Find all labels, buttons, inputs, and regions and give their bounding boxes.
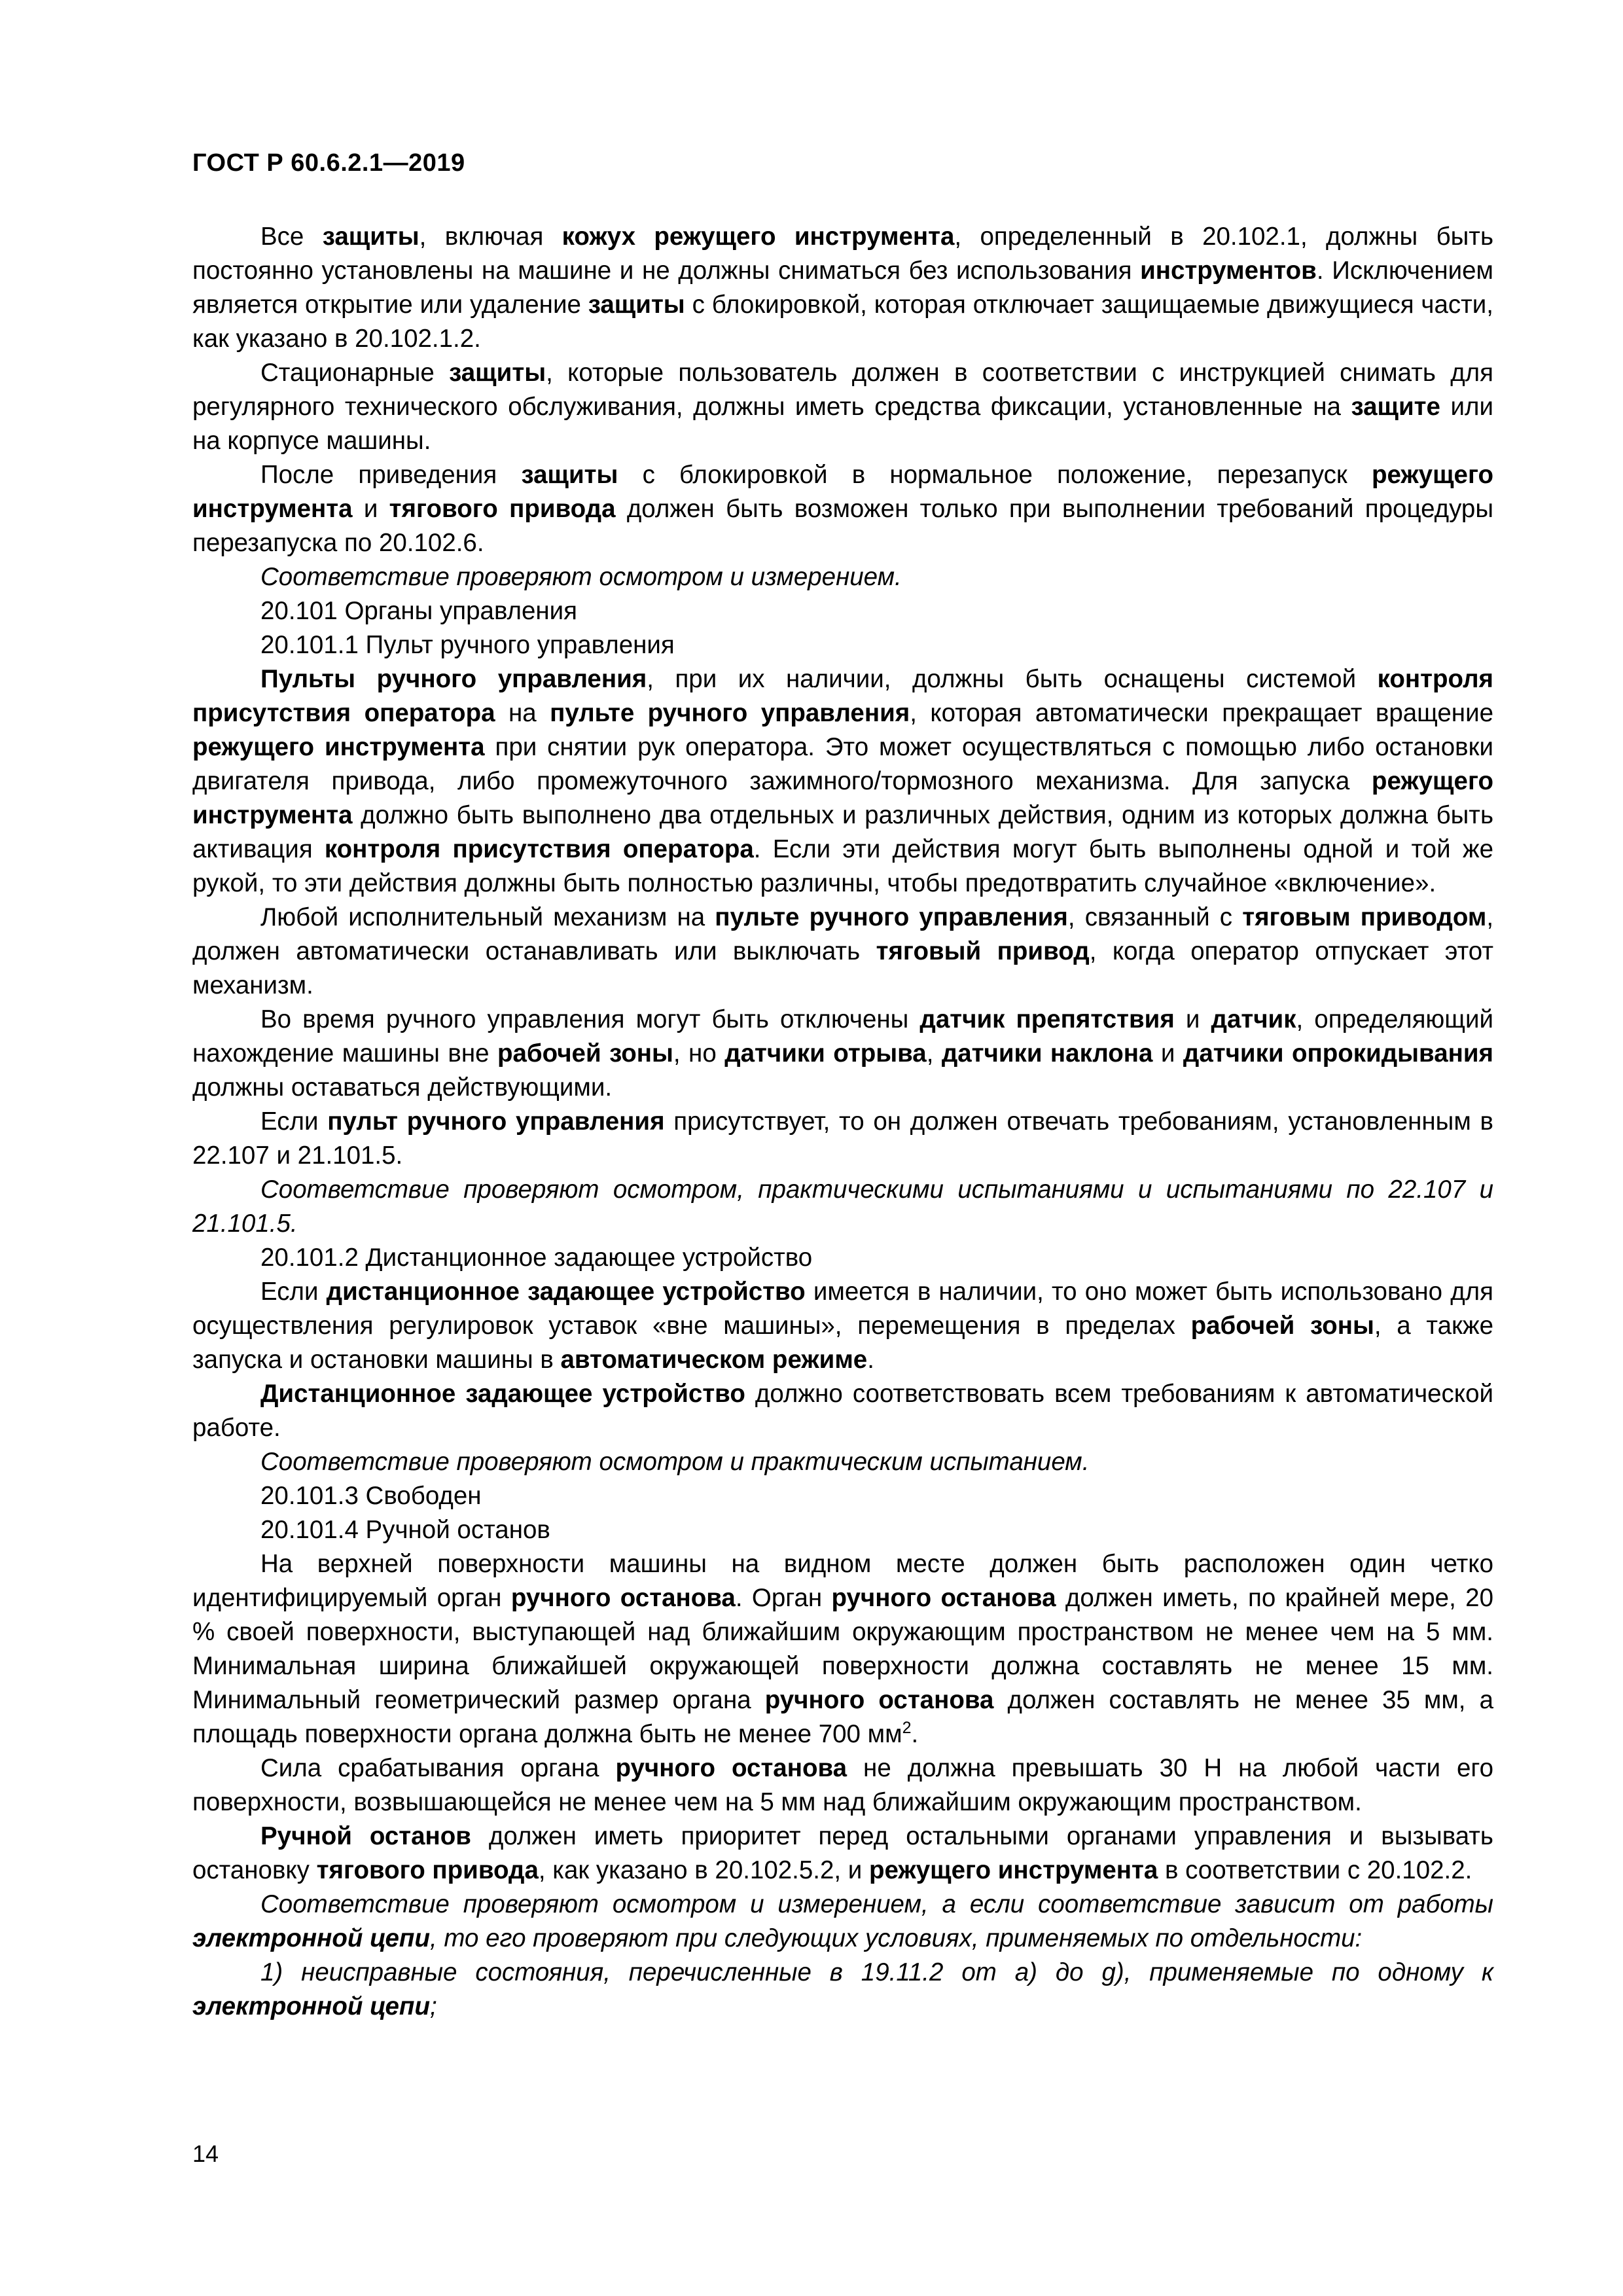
bold-term: электронной цепи [192,1992,430,2020]
text-run: и [352,495,389,523]
text-run: , должен автоматически останавливать или выключать [192,903,1494,965]
text-run: 20.101.1 Пульт ручного управления [260,631,675,659]
text-run: . Орган [735,1584,832,1612]
bold-term: тягового привода [316,1856,539,1884]
text-run: должно соответствовать всем требованиям к автоматической работе. [192,1380,1493,1442]
bold-term: защиты [588,291,685,319]
text-run: имеется в наличии, то оно может быть использовано для осуществления регулировок уставок «вне машины», перемещения в пределах [192,1278,1493,1340]
text-run: Соответствие проверяют осмотром и измерением. [260,563,902,591]
paragraph [192,1820,1493,1888]
text-run: , определяющий нахождение машины вне [192,1005,1493,1067]
text-run: должен составлять не менее 35 мм, а площадь поверхности органа должна быть не менее 700 мм [192,1686,1493,1748]
text-run: 20.101.3 Свободен [260,1482,482,1510]
bold-term: ручного останова [615,1754,847,1782]
text-run: в соответствии с 20.102.2. [1158,1856,1472,1884]
text-run: и [1174,1005,1211,1033]
bold-term: пульт ручного управления [327,1107,665,1136]
text-run: с блокировкой, которая отключает защищаемые движущиеся части, как указано в 20.102.1.2. [192,291,1493,353]
text-run: Сила срабатывания органа [260,1754,616,1782]
text-run: , определенный в 20.102.1, должны быть постоянно установлены на машине и не должны сниматься без использования [192,223,1494,285]
bold-term: пульте ручного управления [550,699,910,727]
text-run: 1) неисправные состояния, перечисленные в 19.11.2 от a) до g), применяемые по одному к [260,1958,1493,1986]
text-run: присутствует, то он должен отвечать требованиям, установленным в 22.107 и 21.101.5. [192,1107,1493,1170]
paragraph [192,1513,1493,1547]
paragraph [192,1547,1493,1751]
bold-term: инструментов [1140,257,1317,285]
paragraph [192,901,1493,1003]
text-run: Стационарные [260,359,450,387]
paragraph [192,1105,1493,1173]
text-run: должен иметь приоритет перед остальными органами управления и вызывать остановку [192,1822,1493,1884]
bold-term: тяговым приводом [1242,903,1487,931]
text-run: , включая [419,223,562,251]
bold-term: контроля присутствия оператора [324,835,754,863]
bold-term: тягового привода [389,495,616,523]
text-run: должно быть выполнено два отдельных и различных действия, одним из которых должна быть активация [192,801,1493,863]
paragraph [192,1241,1493,1275]
bold-term: рабочей зоны [1190,1312,1374,1340]
text-run: и [1152,1039,1183,1067]
text-run: , при их наличии, должны быть оснащены системой [647,665,1378,693]
bold-term: ручного останова [831,1584,1056,1612]
bold-term: контроля присутствия оператора [192,665,1493,727]
text-run: . [911,1720,919,1748]
text-run: или на корпусе машины. [192,393,1493,455]
bold-term: защиты [449,359,546,387]
paragraph [192,1003,1493,1105]
text-run: , а также запуска и остановки машины в [192,1312,1493,1374]
text-run: . Если эти действия могут быть выполнены одной и той же рукой, то эти действия должны быть полностью различны, чтобы предотвратить случайное «включение». [192,835,1493,897]
text-run: , которая автоматически прекращает вращение [910,699,1493,727]
bold-term: тяговый привод [876,937,1090,965]
bold-term: электронной цепи [192,1924,430,1952]
text-run: . Исключением является открытие или удаление [192,257,1494,319]
paragraph [192,560,1493,594]
text-run: Соответствие проверяют осмотром, практическими испытаниями и испытаниями по 22.107 и 21.101.5. [192,1175,1493,1238]
paragraph [192,662,1493,901]
text-run: Во время ручного управления могут быть отключены [260,1005,920,1033]
text-run: с блокировкой в нормальное положение, перезапуск [618,461,1372,489]
text-run: Если [260,1278,327,1306]
text-run: , но [673,1039,725,1067]
paragraph [192,1888,1493,1956]
text-run: должны оставаться действующими. [192,1073,613,1102]
text-run: , [926,1039,942,1067]
bold-term: режущего инструмента [192,461,1494,523]
bold-term: защиты [521,461,618,489]
bold-term: датчики опрокидывания [1183,1039,1493,1067]
text-run: , связанный с [1067,903,1243,931]
bold-term: защите [1351,393,1440,421]
bold-term: датчик [1211,1005,1296,1033]
bold-term: автоматическом режиме [560,1346,868,1374]
text-run: , которые пользователь должен в соответствии с инструкцией снимать для регулярного технического обслуживания, должны иметь средства фиксации, установленные на [192,359,1493,421]
paragraph [192,1377,1493,1445]
text-run: Любой исполнительный механизм на [260,903,715,931]
bold-term: кожух режущего инструмента [562,223,955,251]
text-run: 20.101.4 Ручной останов [260,1516,550,1544]
standard-header: ГОСТ Р 60.6.2.1—2019 [192,149,465,177]
text-run: На верхней поверхности машины на видном месте должен быть расположен один четко идентифицируемый орган [192,1550,1493,1612]
bold-term: датчики наклона [941,1039,1153,1067]
bold-term: датчик препятствия [919,1005,1175,1033]
paragraph [192,594,1493,628]
text-run: Все [260,223,323,251]
bold-term: датчики отрыва [724,1039,927,1067]
bold-term: ручного останова [510,1584,736,1612]
paragraph [192,1956,1493,2024]
paragraph [192,458,1493,560]
bold-term: защиты [322,223,419,251]
bold-term: пульте ручного управления [715,903,1068,931]
text-run: должен иметь, по крайней мере, 20 % своей поверхности, выступающей над ближайшим окружающим пространством не менее чем на 5 мм. Минимальная ширина ближайшей окружающей поверхности должна составлять не менее 15 мм. Минимальный геометрический размер органа [192,1584,1493,1714]
bold-term: режущего инструмента [868,1856,1158,1884]
paragraph [192,628,1493,662]
text-run: Соответствие проверяют осмотром и практическим испытанием. [260,1448,1090,1476]
text-run: После приведения [260,461,522,489]
body-text [192,220,1493,2024]
text-run: не должна превышать 30 Н на любой части его поверхности, возвышающейся не менее чем на 5 мм над ближайшим окружающим пространством. [192,1754,1494,1816]
text-run: . [867,1346,874,1374]
text-run: Если [260,1107,328,1136]
bold-term: дистанционное задающее устройство [326,1278,806,1306]
text-run: на [495,699,550,727]
text-run: при снятии рук оператора. Это может осуществляться с помощью либо остановки двигателя привода, либо промежуточного зажимного/тормозного механизма. Для запуска [192,733,1493,795]
paragraph [192,1479,1493,1513]
text-run: ; [429,1992,437,2020]
text-run: 20.101.2 Дистанционное задающее устройство [260,1244,813,1272]
text-run: , то его проверяют при следующих условиях, применяемых по отдельности: [429,1924,1363,1952]
paragraph [192,1173,1493,1241]
bold-term: Пульты ручного управления [260,665,647,693]
bold-term: Ручной останов [260,1822,471,1850]
superscript: 2 [902,1719,912,1738]
text-run: должен быть возможен только при выполнении требований процедуры перезапуска по 20.102.6. [192,495,1493,557]
paragraph [192,220,1493,356]
text-run: 20.101 Органы управления [260,597,578,625]
text-run: , как указано в 20.102.5.2, и [538,1856,869,1884]
page-number: 14 [192,2140,219,2167]
text-run: , когда оператор отпускает этот механизм. [192,937,1494,999]
paragraph [192,356,1493,458]
paragraph [192,1275,1493,1377]
text-run: Соответствие проверяют осмотром и измерением, а если соответствие зависит от работы [260,1890,1493,1918]
bold-term: Дистанционное задающее устройство [260,1380,745,1408]
bold-term: ручного останова [764,1686,994,1714]
bold-term: режущего инструмента [192,733,485,761]
paragraph [192,1445,1493,1479]
paragraph [192,1751,1493,1820]
bold-term: рабочей зоны [497,1039,673,1067]
bold-term: режущего инструмента [192,767,1493,829]
